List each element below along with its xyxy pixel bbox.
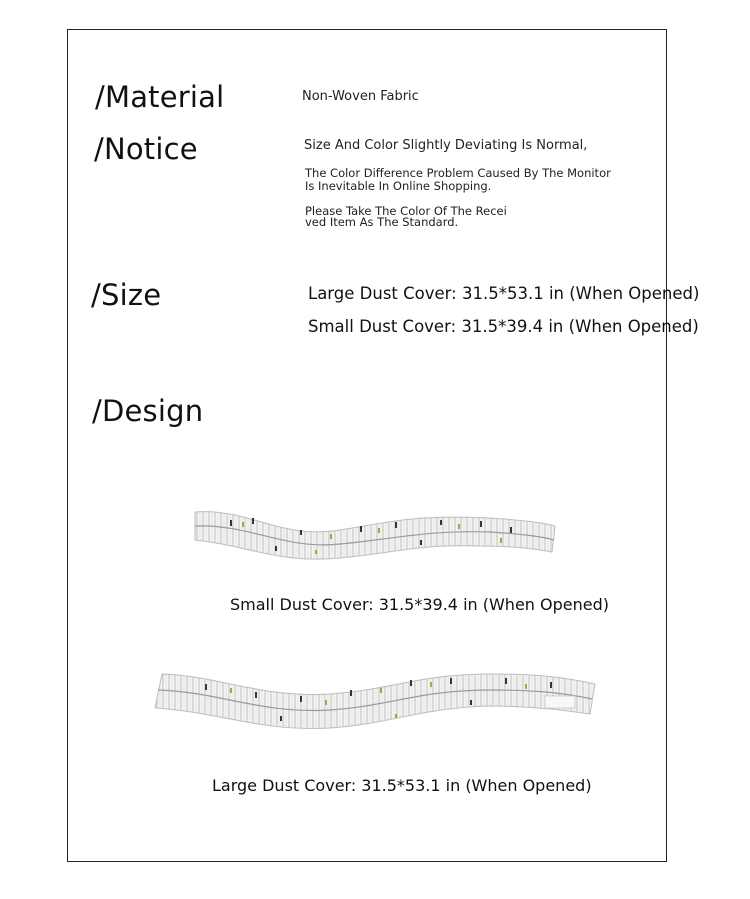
small-dust-cover-caption: Small Dust Cover: 31.5*39.4 in (When Opened) [230,595,609,614]
notice-line-2b: Is Inevitable In Online Shopping. [305,179,492,193]
notice-line-3b: ved Item As The Standard. [305,215,459,229]
large-dust-cover-image [150,662,600,742]
notice-line-3a: Please Take The Color Of The Recei [305,204,507,218]
size-large-line: Large Dust Cover: 31.5*53.1 in (When Opened) [308,284,700,303]
size-heading: /Size [91,278,162,312]
material-value: Non-Woven Fabric [302,89,419,104]
large-dust-cover-caption: Large Dust Cover: 31.5*53.1 in (When Opened) [212,776,592,795]
notice-line-1: Size And Color Slightly Deviating Is Normal, [304,138,588,153]
small-dust-cover-image [190,500,560,570]
notice-heading: /Notice [94,132,198,166]
size-small-line: Small Dust Cover: 31.5*39.4 in (When Opened) [308,317,699,336]
design-heading: /Design [92,394,204,428]
material-heading: /Material [95,80,225,114]
notice-line-2a: The Color Difference Problem Caused By The Monitor [305,166,611,180]
